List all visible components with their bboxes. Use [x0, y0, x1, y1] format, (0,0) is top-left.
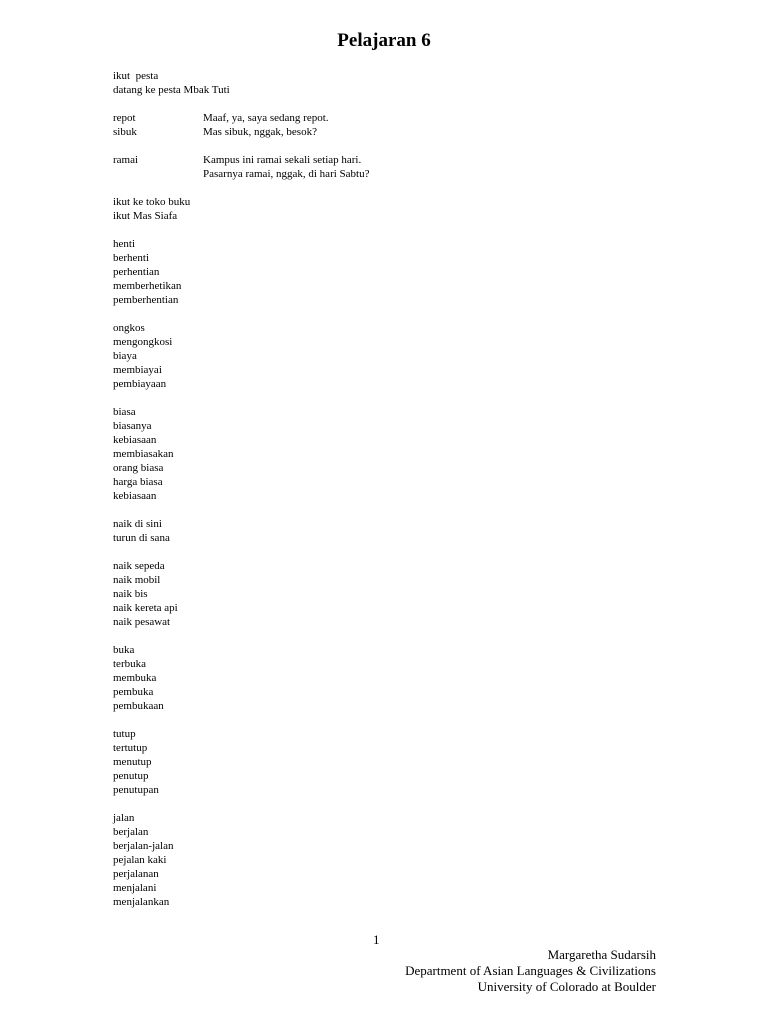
blank-line — [113, 713, 369, 727]
vocabulary-list — [113, 69, 369, 909]
vocab-line — [113, 727, 369, 741]
blank-line — [113, 629, 369, 643]
vocab-line — [113, 475, 369, 489]
vocab-term: pembuka — [113, 686, 154, 698]
blank-line — [113, 223, 369, 237]
vocab-term: sibuk — [113, 126, 137, 138]
vocab-term: mengongkosi — [113, 336, 173, 348]
vocab-line — [113, 699, 369, 713]
vocab-term: penutup — [113, 770, 149, 782]
vocab-term: biasa — [113, 406, 136, 418]
blank-line — [113, 797, 369, 811]
blank-line — [113, 181, 369, 195]
vocab-term: naik mobil — [113, 574, 161, 586]
vocab-line — [113, 153, 369, 167]
vocab-example: Kampus ini ramai sekali setiap hari. — [203, 154, 362, 166]
vocab-line — [113, 657, 369, 671]
vocab-term: naik bis — [113, 588, 148, 600]
vocab-line — [113, 587, 369, 601]
vocab-term: membiasakan — [113, 448, 174, 460]
vocab-term: membiayai — [113, 364, 162, 376]
vocab-line — [113, 251, 369, 265]
vocab-example: Pasarnya ramai, nggak, di hari Sabtu? — [203, 168, 370, 180]
vocab-term: jalan — [113, 812, 135, 824]
vocab-term: harga biasa — [113, 476, 163, 488]
vocab-line — [113, 573, 369, 587]
vocab-term: berjalan — [113, 826, 149, 838]
vocab-term: kebiasaan — [113, 434, 157, 446]
vocab-term: menutup — [113, 756, 152, 768]
vocab-line — [113, 839, 369, 853]
vocab-line — [113, 881, 369, 895]
vocab-line — [113, 419, 369, 433]
vocab-term: ramai — [113, 154, 139, 166]
vocab-term — [113, 167, 203, 181]
vocab-line — [113, 237, 369, 251]
vocab-term: pembiayaan — [113, 378, 167, 390]
vocab-term: tertutup — [113, 742, 148, 754]
vocab-line — [113, 69, 369, 83]
footer-university: University of Colorado at Boulder — [477, 979, 656, 994]
vocab-line — [113, 125, 369, 139]
vocab-line — [113, 405, 369, 419]
footer-department: Department of Asian Languages & Civilizations — [405, 963, 656, 978]
vocab-term: memberhetikan — [113, 280, 182, 292]
vocab-term: terbuka — [113, 658, 146, 670]
vocab-term: pembukaan — [113, 700, 164, 712]
vocab-term: menjalani — [113, 882, 157, 894]
vocab-term: berhenti — [113, 252, 150, 264]
blank-line — [113, 503, 369, 517]
vocab-line — [113, 867, 369, 881]
vocab-line — [113, 111, 369, 125]
vocab-example: Maaf, ya, saya sedang repot. — [203, 112, 329, 124]
vocab-term: pejalan kaki — [113, 854, 167, 866]
vocab-line — [113, 83, 369, 97]
vocab-term: kebiasaan — [113, 490, 157, 502]
vocab-term: ikut Mas Siafa — [113, 210, 178, 222]
footer — [405, 947, 656, 995]
vocab-line — [113, 209, 369, 223]
blank-line — [113, 307, 369, 321]
vocab-term: naik di sini — [113, 518, 162, 530]
vocab-term: ikut ke toko buku — [113, 196, 191, 208]
vocab-line — [113, 895, 369, 909]
vocab-line — [113, 293, 369, 307]
vocab-term: penutupan — [113, 784, 159, 796]
vocab-line — [113, 517, 369, 531]
vocab-term: ongkos — [113, 322, 145, 334]
vocab-line — [113, 195, 369, 209]
vocab-line — [113, 461, 369, 475]
vocab-line — [113, 265, 369, 279]
vocab-line — [113, 643, 369, 657]
vocab-term: tutup — [113, 728, 136, 740]
vocab-term: menjalankan — [113, 896, 170, 908]
vocab-line — [113, 755, 369, 769]
vocab-line — [113, 447, 369, 461]
vocab-term: biaya — [113, 350, 137, 362]
vocab-term: orang biasa — [113, 462, 164, 474]
vocab-line — [113, 167, 369, 181]
vocab-term: turun di sana — [113, 532, 170, 544]
vocab-line — [113, 741, 369, 755]
vocab-line — [113, 279, 369, 293]
vocab-example: Mas sibuk, nggak, besok? — [203, 126, 317, 138]
vocab-term: naik pesawat — [113, 616, 171, 628]
vocab-term: repot — [113, 112, 136, 124]
blank-line — [113, 97, 369, 111]
vocab-line — [113, 531, 369, 545]
vocab-term: ikut pesta — [113, 70, 159, 82]
footer-author: Margaretha Sudarsih — [547, 947, 656, 962]
vocab-line — [113, 363, 369, 377]
vocab-term: berjalan-jalan — [113, 840, 174, 852]
vocab-line — [113, 811, 369, 825]
vocab-term: buka — [113, 644, 135, 656]
page-number: 1 — [373, 932, 380, 947]
vocab-line — [113, 349, 369, 363]
vocab-line — [113, 685, 369, 699]
vocab-term: naik kereta api — [113, 602, 178, 614]
blank-line — [113, 391, 369, 405]
vocab-line — [113, 489, 369, 503]
vocab-term: datang ke pesta Mbak Tuti — [113, 84, 230, 96]
vocab-line — [113, 335, 369, 349]
vocab-line — [113, 769, 369, 783]
vocab-line — [113, 615, 369, 629]
blank-line — [113, 139, 369, 153]
vocab-term: naik sepeda — [113, 560, 165, 572]
page-title: Pelajaran 6 — [337, 30, 431, 51]
blank-line — [113, 545, 369, 559]
vocab-line — [113, 671, 369, 685]
vocab-term: biasanya — [113, 420, 152, 432]
vocab-term: henti — [113, 238, 135, 250]
vocab-line — [113, 825, 369, 839]
vocab-line — [113, 433, 369, 447]
vocab-term: membuka — [113, 672, 157, 684]
vocab-term: perhentian — [113, 266, 160, 278]
vocab-term: perjalanan — [113, 868, 159, 880]
vocab-line — [113, 783, 369, 797]
vocab-term: pemberhentian — [113, 294, 179, 306]
vocab-line — [113, 377, 369, 391]
vocab-line — [113, 601, 369, 615]
vocab-line — [113, 559, 369, 573]
vocab-line — [113, 853, 369, 867]
vocab-line — [113, 321, 369, 335]
